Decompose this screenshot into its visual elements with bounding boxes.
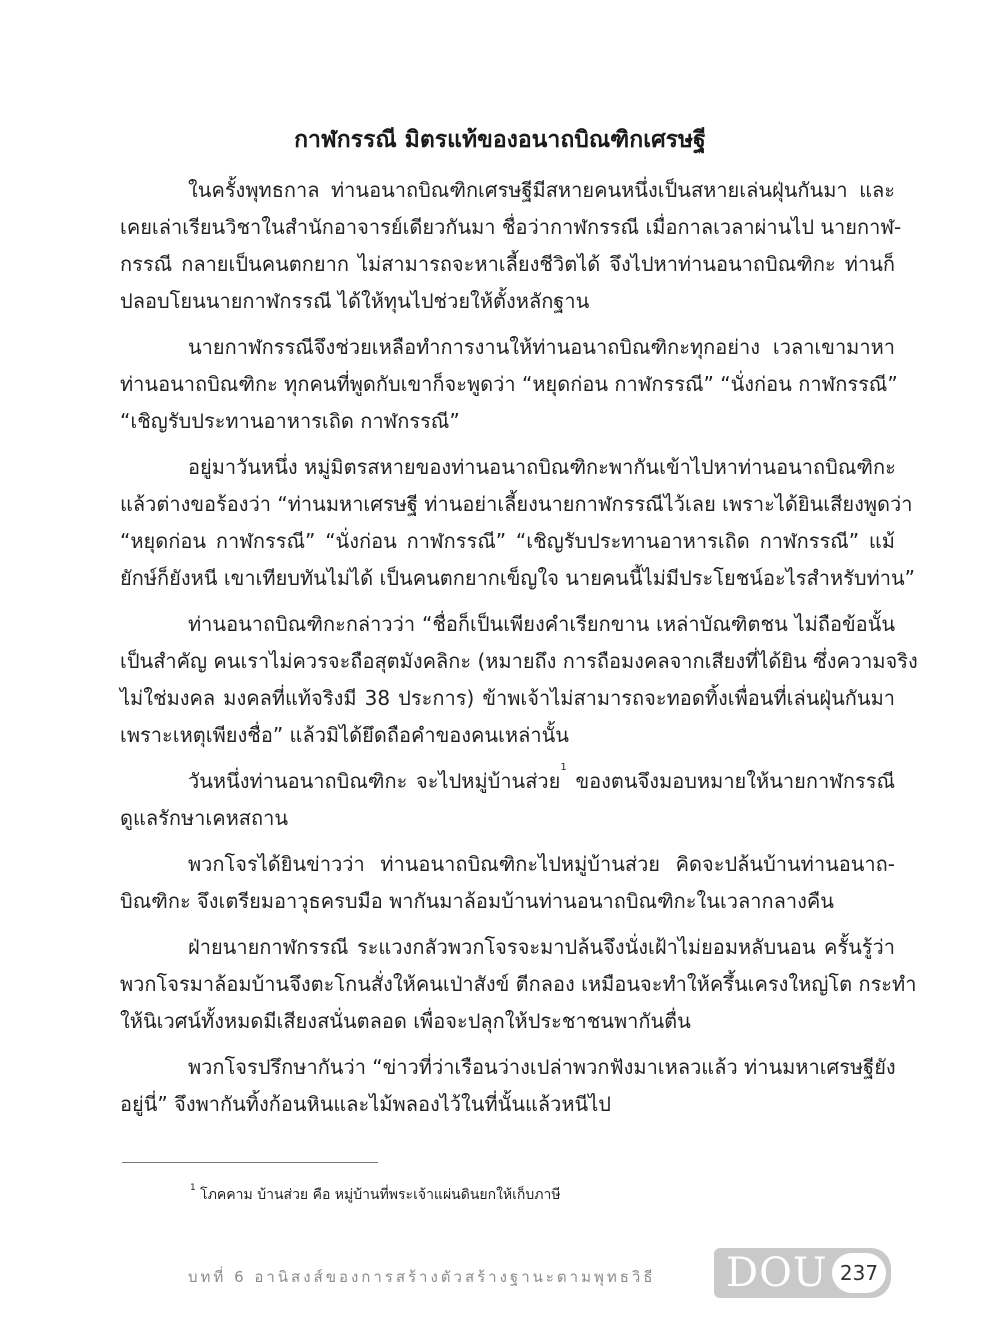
text-line: เพราะเหตุเพียงชื่อ” แล้วมิได้ยึดถือคำของคนเหล่านั้น bbox=[120, 723, 569, 747]
text-line: ให้นิเวศน์ทั้งหมดมีเสียงสนั่นตลอด เพื่อจะปลุกให้ประชาชนพากันตื่น bbox=[120, 1009, 691, 1033]
text-line: ฝ่ายนายกาฬกรรณี ระแวงกลัวพวกโจรจะมาปล้นจึงนั่งเฝ้าไม่ยอมหลับนอน ครั้นรู้ว่า bbox=[188, 935, 895, 959]
body-text bbox=[120, 172, 918, 1132]
paragraph-7 bbox=[120, 929, 917, 1040]
footer-chapter-title: บทที่ 6 อานิสงส์ของการสร้างตัวสร้างฐานะตามพุทธวิธี bbox=[188, 1268, 656, 1286]
text-line: เคยเล่าเรียนวิชาในสำนักอาจารย์เดียวกันมา ชื่อว่ากาฬกรรณี เมื่อกาลเวลาผ่านไป นายกาฬ- bbox=[120, 215, 902, 239]
footnote-marker: 1 bbox=[190, 1183, 196, 1193]
paragraph-1 bbox=[120, 172, 902, 320]
text-line: อยู่นี่” จึงพากันทิ้งก้อนหินและไม้พลองไว้ในที่นั้นแล้วหนีไป bbox=[120, 1092, 611, 1116]
text-line: กรรณี กลายเป็นคนตกยาก ไม่สามารถจะหาเลี้ยงชีวิตได้ จึงไปหาท่านอนาถบิณฑิกะ ท่านก็ bbox=[120, 252, 895, 276]
paragraph-4 bbox=[120, 606, 918, 754]
footnote-text: โภคคาม บ้านส่วย คือ หมู่บ้านที่พระเจ้าแผ่นดินยกให้เก็บภาษี bbox=[195, 1187, 561, 1203]
text-line: อยู่มาวันหนึ่ง หมู่มิตรสหายของท่านอนาถบิณฑิกะพากันเข้าไปหาท่านอนาถบิณฑิกะ bbox=[188, 455, 896, 479]
paragraph-8 bbox=[120, 1049, 895, 1123]
text-line: ท่านอนาถบิณฑิกะ ทุกคนที่พูดกับเขาก็จะพูดว่า “หยุดก่อน กาฬกรรณี” “นั่งก่อน กาฬกรรณี” bbox=[120, 372, 898, 396]
text-line: ท่านอนาถบิณฑิกะกล่าวว่า “ชื่อก็เป็นเพียงคำเรียกขาน เหล่าบัณฑิตชน ไม่ถือข้อนั้น bbox=[188, 612, 895, 636]
text-segment: ของตนจึงมอบหมายให้นายกาฬกรรณี bbox=[566, 769, 896, 793]
text-line: บิณฑิกะ จึงเตรียมอาวุธครบมือ พากันมาล้อมบ้านท่านอนาถบิณฑิกะในเวลากลางคืน bbox=[120, 889, 834, 913]
dou-logo: DOU bbox=[726, 1250, 828, 1296]
footnote-divider bbox=[122, 1162, 378, 1163]
page-number: 237 bbox=[832, 1253, 886, 1293]
text-line: พวกโจรได้ยินข่าวว่า ท่านอนาถบิณฑิกะไปหมู่บ้านส่วย คิดจะปล้นบ้านท่านอนาถ- bbox=[188, 852, 895, 876]
paragraph-6 bbox=[120, 846, 895, 920]
text-line: พวกโจรมาล้อมบ้านจึงตะโกนสั่งให้คนเป่าสังข์ ตีกลอง เหมือนจะทำให้ครึ้นเครงใหญ่โต กระทำ bbox=[120, 972, 917, 996]
paragraph-5 bbox=[120, 763, 895, 837]
text-line: แล้วต่างขอร้องว่า “ท่านมหาเศรษฐี ท่านอย่าเลี้ยงนายกาฬกรรณีไว้เลย เพราะได้ยินเสียงพูดว่า bbox=[120, 492, 913, 516]
footnote-reference: 1 bbox=[560, 762, 567, 773]
paragraph-2 bbox=[120, 329, 898, 440]
text-line bbox=[120, 763, 895, 800]
text-segment: วันหนึ่งท่านอนาถบิณฑิกะ จะไปหมู่บ้านส่วย bbox=[188, 769, 561, 793]
page-badge bbox=[714, 1248, 891, 1298]
text-line: “เชิญรับประทานอาหารเถิด กาฬกรรณี” bbox=[120, 409, 460, 433]
text-line: ปลอบโยนนายกาฬกรรณี ได้ให้ทุนไปช่วยให้ตั้งหลักฐาน bbox=[120, 289, 590, 313]
paragraph-3 bbox=[120, 449, 916, 597]
page-title: กาฬกรรณี มิตรแท้ของอนาถบิณฑิกเศรษฐี bbox=[294, 127, 706, 153]
text-line: นายกาฬกรรณีจึงช่วยเหลือทำการงานให้ท่านอนาถบิณฑิกะทุกอย่าง เวลาเขามาหา bbox=[188, 335, 895, 359]
text-line: ดูแลรักษาเคหสถาน bbox=[120, 806, 289, 830]
text-line: ในครั้งพุทธกาล ท่านอนาถบิณฑิกเศรษฐีมีสหายคนหนึ่งเป็นสหายเล่นฝุ่นกันมา และ bbox=[188, 178, 895, 202]
footnote bbox=[190, 1184, 561, 1206]
text-line: พวกโจรปรึกษากันว่า “ข่าวที่ว่าเรือนว่างเปล่าพวกฟังมาเหลวแล้ว ท่านมหาเศรษฐียัง bbox=[188, 1055, 896, 1079]
text-line: ไม่ใช่มงคล มงคลที่แท้จริงมี 38 ประการ) ข้าพเจ้าไม่สามารถจะทอดทิ้งเพื่อนที่เล่นฝุ่นกันมา bbox=[120, 686, 895, 710]
text-line: “หยุดก่อน กาฬกรรณี” “นั่งก่อน กาฬกรรณี” “เชิญรับประทานอาหารเถิด กาฬกรรณี” แม้ bbox=[120, 529, 895, 553]
text-line: ยักษ์ก็ยังหนี เขาเทียบทันไม่ได้ เป็นคนตกยากเข็ญใจ นายคนนี้ไม่มีประโยชน์อะไรสำหรับท่าน” bbox=[120, 566, 916, 590]
text-line: เป็นสำคัญ คนเราไม่ควรจะถือสุตมังคลิกะ (หมายถึง การถือมงคลจากเสียงที่ได้ยิน ซึ่งความจริง bbox=[120, 649, 918, 673]
